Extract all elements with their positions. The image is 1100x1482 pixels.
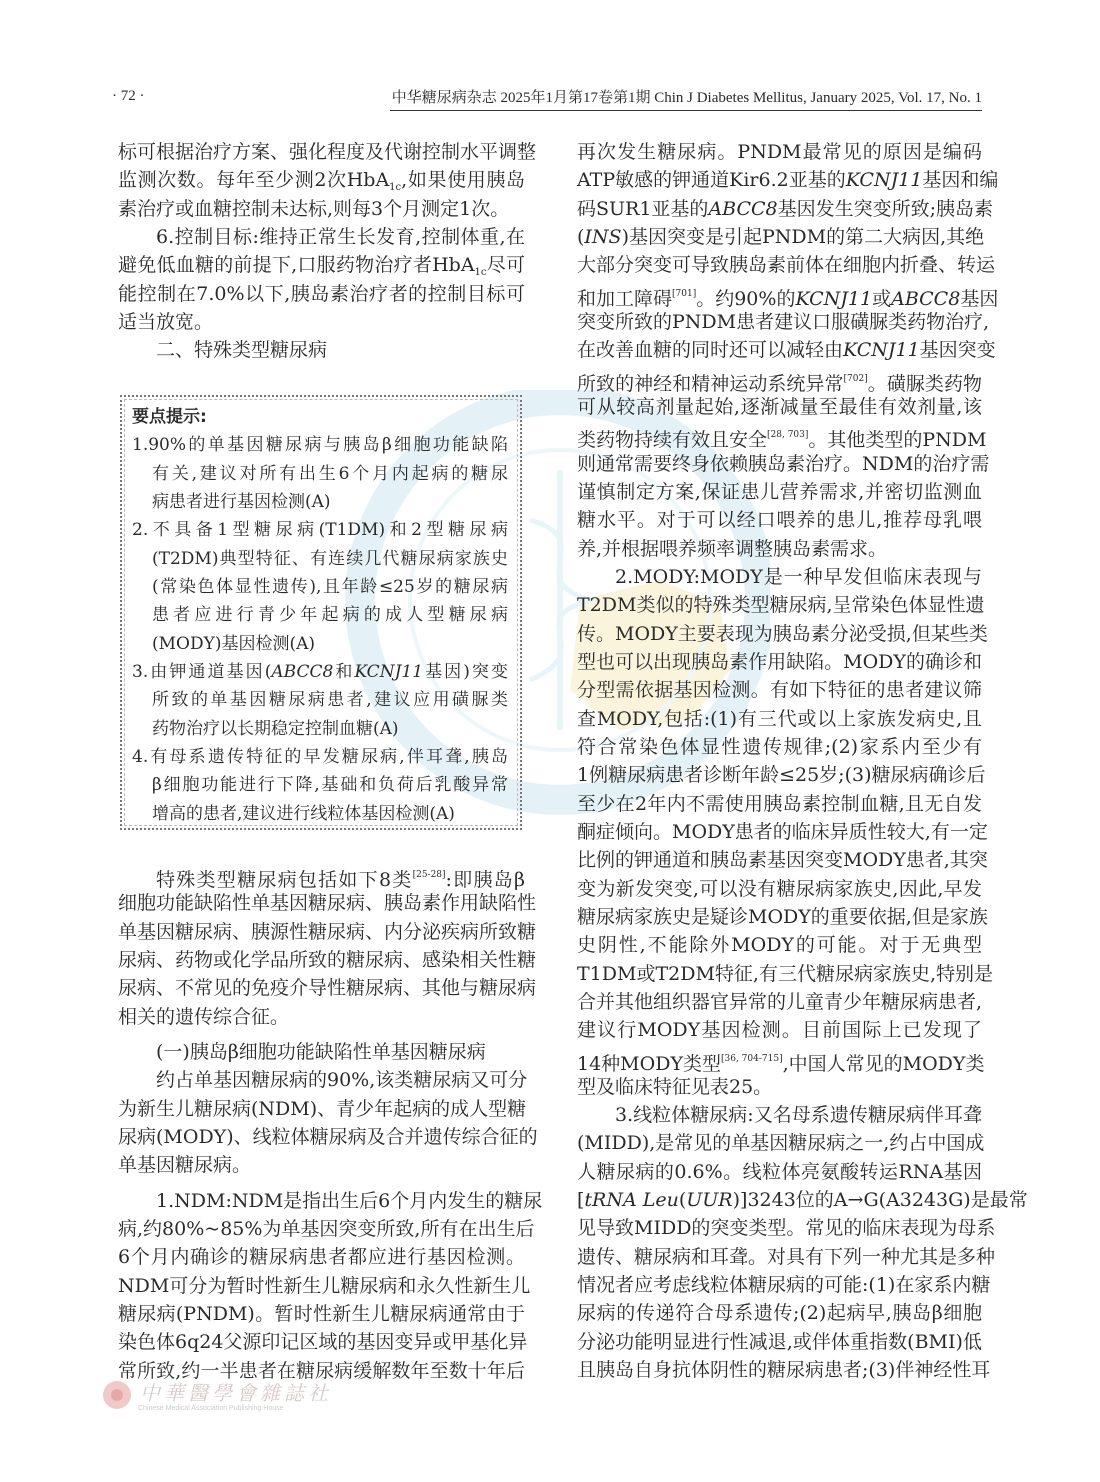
publisher-name-cn: 中華醫學會雜誌社 bbox=[140, 1381, 332, 1405]
text-run: (T2DM)典型特征、有连续几代糖尿病家族史 bbox=[152, 548, 508, 569]
text-run: 相关的遗传综合征。 bbox=[118, 1005, 290, 1028]
text-run: 所致的神经和精神运动系统异常 bbox=[577, 372, 844, 395]
text-line bbox=[577, 1045, 985, 1075]
key-point-item bbox=[132, 516, 508, 658]
left-column-bottom bbox=[118, 861, 543, 1385]
text-run: 尿病、不常见的免疫介导性糖尿病、其他与糖尿病 bbox=[118, 977, 537, 1000]
text-run: 建议行MODY基因检测。目前国际上已发现了 bbox=[577, 1019, 982, 1042]
text-line bbox=[577, 138, 982, 166]
text-line bbox=[118, 1095, 525, 1123]
text-run: β细胞功能进行下降,基础和负荷后乳酸异常 bbox=[152, 775, 508, 796]
text-line bbox=[577, 1243, 996, 1271]
flower-logo-icon bbox=[100, 1375, 134, 1415]
text-line bbox=[577, 365, 982, 393]
text-run: 分型需依据基因检测。有如下特征的患者建议筛 bbox=[577, 679, 982, 702]
citation: [702] bbox=[843, 373, 868, 384]
text-run: 药物治疗以长期稳定控制血糖(A) bbox=[152, 718, 399, 739]
text-run: 二、特殊类型糖尿病 bbox=[156, 339, 328, 362]
text-run: 合并其他组织器官异常的儿童青少年糖尿病患者, bbox=[577, 990, 983, 1013]
text-line bbox=[118, 861, 525, 889]
text-line bbox=[132, 460, 508, 488]
text-run: 型及临床特征见表25。 bbox=[577, 1075, 773, 1098]
text-run: 单基因糖尿病。 bbox=[118, 1154, 252, 1177]
text-run: 。磺脲类药物 bbox=[867, 372, 982, 395]
key-points-title: 要点提示: bbox=[132, 407, 207, 427]
text-run: 符合常染色体显性遗传规律;(2)家系内至少有 bbox=[577, 735, 982, 758]
text-line bbox=[577, 931, 982, 959]
text-run: 患者应进行青少年起病的成人型糖尿病 bbox=[152, 605, 508, 626]
text-run: (MODY)基因检测(A) bbox=[152, 633, 316, 654]
text-run: 6.控制目标:维持正常生长发育,控制体重,在 bbox=[156, 225, 525, 248]
text-run: 传。MODY主要表现为胰岛素分泌受损,但某些类 bbox=[577, 622, 988, 645]
text-run: 所致的单基因糖尿病患者,建议应用磺脲类 bbox=[152, 690, 508, 711]
text-line bbox=[577, 591, 985, 619]
text-run: ( bbox=[577, 225, 585, 248]
text-line bbox=[577, 308, 990, 336]
gene-name: UUR bbox=[686, 1189, 733, 1212]
text-run: 至少在2年内不需使用胰岛素控制血糖,且无自发 bbox=[577, 792, 982, 815]
text-run: 基因)突变 bbox=[423, 661, 509, 682]
text-line bbox=[118, 336, 525, 364]
subscript: 1c bbox=[389, 182, 402, 194]
paragraph bbox=[577, 1101, 1028, 1384]
text-run: 尿病(MODY)、线粒体糖尿病及合并遗传综合征的 bbox=[118, 1125, 538, 1148]
text-run: 适当放宽。 bbox=[118, 310, 214, 333]
text-run: 和 bbox=[333, 661, 355, 682]
paragraph bbox=[118, 1038, 525, 1066]
text-line bbox=[118, 1003, 525, 1031]
text-run: 病,约80%~85%为单基因突变所致,所有在出生后 bbox=[118, 1217, 535, 1240]
text-line bbox=[577, 1299, 982, 1327]
paragraph bbox=[118, 138, 537, 223]
text-run: )]3243位的A→G(A3243G)是最常 bbox=[732, 1189, 1028, 1212]
text-run: 酮症倾向。MODY患者的临床异质性较大,有一定 bbox=[577, 820, 988, 843]
text-run: 病患者进行基因检测(A) bbox=[152, 491, 331, 512]
text-run: 素治疗或血糖控制未达标,则每3个月测定1次。 bbox=[118, 197, 510, 220]
text-run: 。约90%的 bbox=[696, 287, 796, 310]
text-run: 尿病、药物或化学品所致的糖尿病、感染相关性糖 bbox=[118, 948, 537, 971]
text-run: 6个月内确诊的糖尿病患者都应进行基因检测。 bbox=[118, 1246, 525, 1269]
text-run: 4.有母系遗传特征的早发糖尿病,伴耳聋,胰岛 bbox=[132, 746, 508, 767]
text-line bbox=[577, 1328, 982, 1356]
text-line bbox=[577, 251, 996, 279]
text-run: [ bbox=[577, 1189, 585, 1212]
text-line bbox=[577, 733, 982, 761]
paragraph bbox=[118, 861, 537, 1031]
text-run: 比例的钾通道和胰岛素基因突变MODY患者,其突 bbox=[577, 849, 988, 872]
text-line bbox=[577, 166, 999, 194]
text-run: 见导致MIDD的突变类型。常见的临床表现为母系 bbox=[577, 1217, 996, 1240]
page-number: · 72 · bbox=[112, 88, 145, 104]
gene-name: ABCC8 bbox=[271, 661, 334, 682]
gene-name: ABCC8 bbox=[708, 197, 778, 220]
text-run: NDM可分为暂时性新生儿糖尿病和永久性新生儿 bbox=[118, 1274, 531, 1297]
text-line bbox=[118, 1187, 543, 1215]
text-line bbox=[118, 889, 537, 917]
text-run: 基因 bbox=[960, 287, 999, 310]
text-line bbox=[118, 1243, 525, 1271]
text-line bbox=[118, 974, 537, 1002]
text-run: 糖尿病家族史是疑诊MODY的重要依据,但是家族 bbox=[577, 905, 988, 928]
publisher-name-en: Chinese Medical Association Publishing House bbox=[138, 1405, 284, 1412]
text-run: 1.90%的单基因糖尿病与胰岛β细胞功能缺陷 bbox=[132, 435, 508, 456]
text-line bbox=[132, 488, 508, 516]
text-line bbox=[577, 421, 987, 452]
text-line bbox=[118, 1272, 531, 1300]
citation: [36, 704-715] bbox=[721, 1053, 783, 1064]
gene-name: tRNA Leu bbox=[584, 1189, 679, 1212]
text-run: 基因突变 bbox=[919, 339, 996, 362]
text-line bbox=[577, 336, 996, 364]
gene-name: KCNJ11 bbox=[795, 287, 873, 310]
text-line bbox=[118, 223, 525, 251]
text-run: 遗传、糖尿病和耳聋。对具有下列一种尤其是多种 bbox=[577, 1245, 996, 1268]
citation: [28, 703] bbox=[767, 430, 809, 441]
text-line bbox=[132, 431, 508, 459]
paragraph bbox=[577, 563, 993, 1101]
publisher-logo bbox=[100, 1375, 360, 1425]
text-run: :即胰岛β bbox=[445, 869, 526, 891]
text-line bbox=[577, 960, 993, 988]
text-line bbox=[577, 1016, 982, 1044]
text-run: ,中国人常见的MODY类 bbox=[782, 1052, 985, 1075]
text-line bbox=[577, 506, 982, 534]
text-run: 型也可以出现胰岛素作用缺陷。MODY的确诊和 bbox=[577, 650, 982, 673]
text-line bbox=[577, 195, 994, 223]
text-line bbox=[577, 223, 985, 251]
text-line bbox=[132, 573, 508, 601]
text-run: 大部分突变可导致胰岛素前体在细胞内折叠、转运 bbox=[577, 254, 996, 277]
text-run: 1例糖尿病患者诊断年龄≤25岁;(3)糖尿病确诊后 bbox=[577, 764, 986, 787]
paragraph bbox=[118, 223, 525, 336]
text-run: 标可根据治疗方案、强化程度及代谢控制水平调整 bbox=[118, 141, 537, 163]
text-run: 基因和编 bbox=[922, 169, 999, 192]
text-line bbox=[577, 1356, 991, 1384]
text-line bbox=[577, 761, 986, 789]
text-line bbox=[132, 630, 508, 658]
text-line bbox=[577, 676, 982, 704]
subscript: 1c bbox=[474, 267, 487, 279]
text-run: 。其他类型的PNDM bbox=[808, 429, 987, 452]
text-line bbox=[577, 1158, 982, 1186]
text-run: 分泌功能明显进行性减退,或伴体重指数(BMI)低 bbox=[577, 1330, 982, 1353]
text-run: 再次发生糖尿病。PNDM最常见的原因是编码 bbox=[577, 141, 982, 163]
text-run: 变为新发突变,可以没有糖尿病家族史,因此,早发 bbox=[577, 877, 982, 900]
text-line bbox=[577, 535, 982, 563]
text-line bbox=[118, 1215, 535, 1243]
text-line bbox=[118, 1038, 525, 1066]
text-line bbox=[577, 818, 988, 846]
text-line bbox=[118, 946, 537, 974]
text-line bbox=[577, 1271, 991, 1299]
text-run: (常染色体显性遗传),且年龄≤25岁的糖尿病 bbox=[152, 576, 508, 597]
text-line bbox=[577, 620, 988, 648]
text-run: 谨慎制定方案,保证患儿营养需求,并密切监测血 bbox=[577, 480, 982, 503]
text-run: 1.NDM:NDM是指出生后6个月内发生的糖尿 bbox=[156, 1189, 543, 1212]
text-run: 糖水平。对于可以经口喂养的患儿,推荐母乳喂 bbox=[577, 509, 982, 532]
text-run: 类药物持续有效且安全 bbox=[577, 429, 768, 452]
text-line bbox=[577, 478, 982, 506]
text-line bbox=[577, 450, 990, 478]
text-run: 糖尿病(PNDM)。暂时性新生儿糖尿病通常由于 bbox=[118, 1302, 525, 1325]
text-run: 且胰岛自身抗体阴性的糖尿病患者;(3)伴神经性耳 bbox=[577, 1359, 991, 1382]
text-line bbox=[577, 988, 982, 1016]
text-run: 2.MODY:MODY是一种早发但临床表现与 bbox=[615, 565, 982, 588]
text-line bbox=[118, 918, 537, 946]
paragraph bbox=[118, 1187, 543, 1385]
text-run: T1DM或T2DM特征,有三代糖尿病家族史,特别是 bbox=[577, 962, 993, 985]
text-line bbox=[577, 648, 982, 676]
text-line bbox=[577, 1101, 982, 1129]
text-line bbox=[118, 195, 525, 223]
text-line bbox=[118, 308, 525, 336]
citation: [701] bbox=[672, 288, 697, 299]
text-line bbox=[577, 1129, 985, 1157]
text-line bbox=[132, 771, 508, 799]
running-header: 中华糖尿病杂志 2025年1月第17卷第1期 Chin J Diabetes Mellitus, January 2025, Vol. 17, No. 1 bbox=[390, 86, 982, 111]
text-line bbox=[118, 280, 525, 308]
text-run: ATP敏感的钾通道Kir6.2亚基的 bbox=[577, 169, 846, 192]
gene-name: INS bbox=[584, 225, 622, 248]
text-run: )基因突变是引起PNDM的第二大病因,其绝 bbox=[621, 225, 985, 248]
text-line bbox=[118, 1300, 525, 1328]
text-line bbox=[132, 516, 508, 544]
text-line bbox=[118, 1123, 538, 1151]
text-line bbox=[132, 686, 508, 714]
gene-name: KCNJ11 bbox=[845, 169, 923, 192]
text-run: 有关,建议对所有出生6个月内起病的糖尿 bbox=[152, 463, 508, 484]
left-column-top bbox=[118, 138, 537, 365]
text-run: 则通常需要终身依赖胰岛素治疗。NDM的治疗需 bbox=[577, 452, 990, 475]
text-line bbox=[118, 251, 525, 279]
paragraph bbox=[577, 138, 999, 563]
text-run: 能控制在7.0%以下,胰岛素治疗者的控制目标可 bbox=[118, 282, 525, 305]
gene-name: ABCC8 bbox=[891, 287, 961, 310]
key-point-item bbox=[132, 743, 508, 828]
text-run: 2.不具备1型糖尿病(T1DM)和2型糖尿病 bbox=[132, 520, 508, 541]
text-run: T2DM类似的特殊类型糖尿病,呈常染色体显性遗 bbox=[577, 594, 985, 617]
text-run: 细胞功能缺陷性单基因糖尿病、胰岛素作用缺陷性 bbox=[118, 892, 537, 915]
text-line bbox=[577, 846, 988, 874]
right-column bbox=[577, 138, 1028, 1384]
text-run: 或 bbox=[872, 287, 892, 310]
text-run: 在改善血糖的同时还可以减轻由 bbox=[577, 339, 844, 362]
text-line bbox=[577, 563, 982, 591]
text-run: 避免低血糖的前提下,口服药物治疗者HbA bbox=[118, 254, 475, 277]
text-run: 可从较高剂量起始,逐渐减量至最佳有效剂量,该 bbox=[577, 395, 982, 418]
key-points-box bbox=[120, 395, 522, 830]
text-line bbox=[118, 138, 537, 166]
text-line bbox=[132, 545, 508, 573]
text-run: 情况者应考虑线粒体糖尿病的可能:(1)在家系内糖 bbox=[577, 1274, 991, 1297]
text-run: 码SUR1亚基的 bbox=[577, 197, 709, 220]
text-run: 单基因糖尿病、胰源性糖尿病、内分泌疾病所致糖 bbox=[118, 920, 537, 943]
text-line bbox=[118, 1066, 528, 1094]
text-line bbox=[577, 280, 999, 310]
text-run: ,如果使用胰岛 bbox=[401, 169, 525, 192]
text-line bbox=[132, 800, 508, 828]
key-point-item bbox=[132, 658, 508, 743]
text-line bbox=[577, 903, 988, 931]
text-run: 突变所致的PNDM患者建议口服磺脲类药物治疗, bbox=[577, 310, 990, 333]
text-run: (一)胰岛β细胞功能缺陷性单基因糖尿病 bbox=[156, 1040, 486, 1063]
text-run: 尿病的传递符合母系遗传;(2)起病早,胰岛β细胞 bbox=[577, 1302, 982, 1325]
text-run: 尽可 bbox=[486, 254, 525, 277]
text-run: 史阴性,不能除外MODY的可能。对于无典型 bbox=[577, 934, 982, 957]
text-run: (MIDD),是常见的单基因糖尿病之一,约占中国成 bbox=[577, 1132, 985, 1155]
gene-name: KCNJ11 bbox=[843, 339, 920, 362]
text-run: 基因发生突变所致;胰岛素 bbox=[777, 197, 994, 220]
text-run: 查MODY,包括:(1)有三代或以上家族发病史,且 bbox=[577, 707, 982, 730]
text-line bbox=[132, 658, 508, 686]
text-run: 3.由钾通道基因( bbox=[132, 661, 272, 682]
text-run: 染色体6q24父源印记区域的基因变异或甲基化异 bbox=[118, 1331, 528, 1354]
text-run: ( bbox=[678, 1189, 687, 1212]
text-line bbox=[577, 790, 982, 818]
text-line bbox=[118, 1328, 528, 1356]
text-line bbox=[132, 743, 508, 771]
text-line bbox=[577, 705, 982, 733]
text-run: 常所致,约一半患者在糖尿病缓解数年至数十年后 bbox=[118, 1359, 525, 1382]
text-run: 14种MODY类型 bbox=[577, 1052, 721, 1075]
text-run: 和加工障碍 bbox=[577, 287, 673, 310]
gene-name: KCNJ11 bbox=[354, 661, 424, 682]
text-run: 增高的患者,建议进行线粒体基因检测(A) bbox=[152, 803, 455, 824]
paragraph bbox=[118, 1066, 538, 1179]
paragraph bbox=[118, 336, 525, 364]
text-line bbox=[577, 1073, 982, 1101]
text-run: 约占单基因糖尿病的90%,该类糖尿病又可分 bbox=[156, 1069, 528, 1092]
key-point-item bbox=[132, 431, 508, 516]
text-run: 为新生儿糖尿病(NDM)、青少年起病的成人型糖 bbox=[118, 1097, 527, 1120]
citation: [25-28] bbox=[412, 870, 446, 880]
text-line bbox=[577, 393, 982, 421]
text-line bbox=[118, 1151, 525, 1179]
text-line bbox=[577, 1214, 996, 1242]
text-run: 特殊类型糖尿病包括如下8类 bbox=[156, 869, 413, 891]
text-line bbox=[132, 715, 508, 743]
text-run: 人糖尿病的0.6%。线粒体亮氨酸转运RNA基因 bbox=[577, 1160, 982, 1183]
text-line bbox=[132, 601, 508, 629]
text-line bbox=[577, 1186, 1028, 1214]
text-run: 监测次数。每年至少测2次HbA bbox=[118, 169, 390, 192]
text-line bbox=[577, 875, 982, 903]
text-line bbox=[118, 166, 525, 194]
text-run: 养,并根据喂养频率调整胰岛素需求。 bbox=[577, 537, 888, 560]
text-run: 3.线粒体糖尿病:又名母系遗传糖尿病伴耳聋 bbox=[615, 1104, 982, 1127]
